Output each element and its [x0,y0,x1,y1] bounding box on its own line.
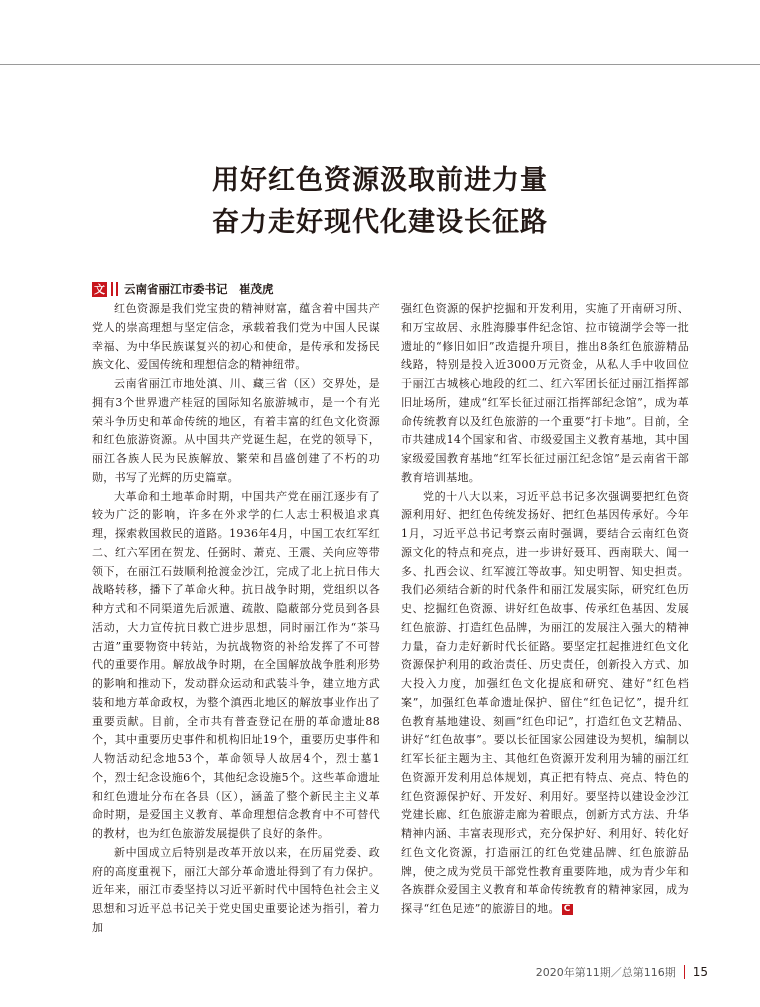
page-number: 15 [692,965,708,979]
page-footer [536,964,708,980]
byline-divider [116,282,118,296]
paragraph: 大革命和土地革命时期，中国共产党在丽江逐步有了较为广泛的影响，许多在外求学的仁人志士积极追求真理，探索救国救民的道路。1936年4月，中国工农红军红二、红六军团在贺龙、任弼时、萧克、王震、关向应等带领下，在丽江石鼓顺利抢渡金沙江，完成了北上抗日伟大战略转移，播下了革命火种。抗日战争时期，党组织以各种方式和不同渠道先后派遣、疏散、隐蔽部分党员到各县活动，大力宣传抗日救亡进步思想，同时丽江作为“茶马古道”重要物资中转站，为抗战物资的补给发挥了不可替代的重要作用。解放战争时期，在全国解放战争胜利形势的影响和推动下，发动群众运动和武装斗争，建立地方武装和地方革命政权，为整个滇西北地区的解放事业作出了重要贡献。目前，全市共有普查登记在册的革命遗址88个，其中重要历史事件和机构旧址19个，重要历史事件和人物活动纪念地53个，革命领导人故居4个，烈士墓1个，烈士纪念设施6个，其他纪念设施5个。这些革命遗址和红色遗址分布在各县（区），涵盖了整个新民主主义革命时期，是爱国主义教育、革命理想信念教育中不可替代的教材，也为红色旅游发展提供了良好的条件。 [92,489,380,840]
issue-info: 2020年第11期／总第116期 [535,966,676,979]
footer-divider [684,965,685,979]
top-rule [0,64,760,65]
left-column [92,300,380,938]
paragraph: 新中国成立后特别是改革开放以来，在历届党委、政府的高度重视下，丽江大部分革命遗址得到了有力保护。近年来，丽江市委坚持以习近平新时代中国特色社会主义思想和习近平总书记关于党史国史重要论述为指引，着力加 [92,845,380,934]
paragraph: 红色资源是我们党宝贵的精神财富，蕴含着中国共产党人的崇高理想与坚定信念，承载着我们党为中国人民谋幸福、为中华民族谋复兴的初心和使命，是传承和发扬民族文化、爱国传统和理想信念的精神纽带。 [92,302,380,372]
byline-author: 云南省丽江市委书记 崔茂虎 [124,282,274,296]
paragraph: 云南省丽江市地处滇、川、藏三省（区）交界处，是拥有3个世界遗产桂冠的国际知名旅游城市，是一个有光荣斗争历史和革命传统的地区，有着丰富的红色文化资源和红色旅游资源。从中国共产党诞生起，在党的领导下，丽江各族人民为民族解放、繁荣和昌盛创建了不朽的功勋，书写了光辉的历史篇章。 [92,377,380,484]
article-title [0,160,760,244]
byline-divider [111,282,113,296]
byline-badge: 文 [94,283,105,296]
paragraph-text: 党的十八大以来，习近平总书记多次强调要把红色资源利用好、把红色传统发扬好、把红色基因传承好。今年1月，习近平总书记考察云南时强调，要结合云南红色资源文化的特点和亮点，进一步讲好聂耳、西南联大、闻一多、扎西会议、红军渡江等故事。知史明智、知史担责。我们必须结合新的时代条件和丽江发展实际，研究红色历史、挖掘红色资源、讲好红色故事、传承红色基因、发展红色旅游、打造红色品牌，为丽江的发展注入强大的精神力量，奋力走好新时代长征路。要坚定扛起推进红色文化资源保护利用的政治责任、历史责任，创新投入方式、加大投入力度，加强红色文化提底和研究、建好“红色档案”，加强红色革命遗址保护、留住“红色记忆”，提升红色教育基地建设、刻画“红色印记”，打造红色文艺精品、讲好“红色故事”。要以长征国家公园建设为契机，编制以红军长征主题为主、其他红色资源开发利用为辅的丽江红色资源开发利用总体规划，真正把有特点、亮点、特色的红色资源保护好、开发好、利用好。要坚持以建设金沙江党建长廊、红色旅游走廊为着眼点，创新方式方法、升华精神内涵、丰富表现形式，充分保护好、利用好、转化好红色文化资源，打造丽江的红色党建品牌、红色旅游品牌，使之成为党员干部党性教育重要阵地，成为青少年和各族群众爱国主义教育和革命传统教育的精神家园，成为探寻“红色足迹”的旅游目的地。 [401,489,689,915]
title-line-2: 奋力走好现代化建设长征路 [212,207,548,238]
byline [92,281,274,297]
paragraph [401,488,689,919]
right-column [401,300,689,919]
title-line-1: 用好红色资源汲取前进力量 [212,165,548,196]
paragraph: 强红色资源的保护挖掘和开发利用，实施了开南研习所、和万宝故居、永胜海滕事件纪念馆、拉市镜湖学会等一批遗址的“修旧如旧”改造提升项目，推出8条红色旅游精品线路，特别是投入近3000万元资金，从私人手中收回位于丽江古城核心地段的红二、红六军团长征过丽江指挥部旧址场所，建成“红军长征过丽江指挥部纪念馆”，成为革命传统教育以及红色旅游的一个重要“打卡地”。目前，全市共建成14个国家和省、市级爱国主义教育基地，其中国家级爱国教育基地“红军长征过丽江纪念馆”是云南省干部教育培训基地。 [401,302,689,484]
end-mark-icon: C [562,904,573,915]
